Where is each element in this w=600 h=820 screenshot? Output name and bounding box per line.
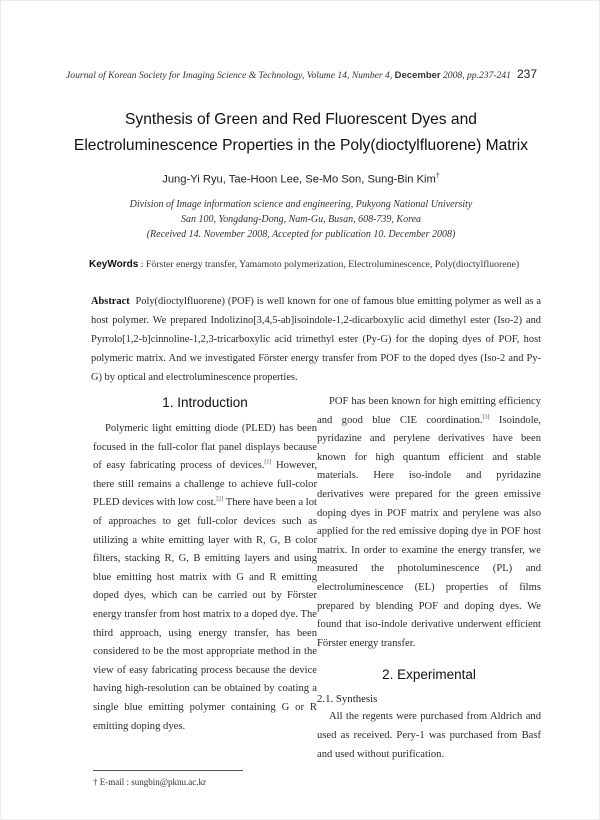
- section-heading-introduction: 1. Introduction: [162, 395, 248, 410]
- footnote: [93, 776, 206, 788]
- abstract-label: Abstract: [91, 296, 130, 307]
- title-line-1: Synthesis of Green and Red Fluorescent Dyes and: [125, 111, 477, 128]
- citation-ref-3[interactable]: [3]: [482, 414, 490, 421]
- intro-p1-text-b: However, there still remains a challenge to achieve full-color PLED devices with low cost.: [93, 460, 317, 509]
- issue-year-pages: 2008, pp.237-241: [440, 70, 511, 81]
- received-accepted-dates: (Received 14. November 2008, Accepted for publication 10. December 2008): [146, 229, 456, 240]
- corresponding-author-mark: †: [435, 173, 440, 180]
- affiliation-block: [41, 197, 561, 242]
- issue-month: December: [394, 70, 441, 81]
- intro-paragraph-1: [93, 420, 317, 736]
- intro-p2-text-b: Isoindole, pyridazine and perylene derivatives have been known for high quantum efficient and stable materials. Here iso-indole and pyridazine derivatives were prepared for the green emissive doping dyes in POF matrix and perylene was also applied for the red emissive doping dye in POF host matrix. In order to examine the energy transfer, we measured the photoluminescence (PL) and electroluminescence (EL) properties of films prepared by blending POF and doping dyes. We found that iso-indole derivative underwent efficient Förster energy transfer.: [317, 414, 541, 649]
- page-number: 237: [516, 67, 537, 81]
- right-column: [317, 393, 541, 764]
- author-list: [41, 169, 561, 188]
- synthesis-paragraph: All the regents were purchased from Aldrich and used as received. Pery-1 was purchased from Basf and used without purification.: [317, 711, 541, 760]
- intro-p1-text-a: Polymeric light emitting diode (PLED) has been focused in the full-color flat panel displays because of easy fabricating process of devices.: [93, 423, 317, 472]
- intro-p2-text-a: POF has been known for high emitting efficiency and good blue CIE coordination.: [317, 396, 541, 426]
- author-names: Jung-Yi Ryu, Tae-Hoon Lee, Se-Mo Son, Sung-Bin Kim: [162, 173, 436, 186]
- abstract: [91, 292, 541, 387]
- address-line: San 100, Yongdang-Dong, Nam-Gu, Busan, 608-739, Korea: [180, 214, 422, 225]
- citation-ref-1[interactable]: [1]: [264, 459, 272, 466]
- corresponding-email: E-mail : sungbin@pknu.ac.kr: [97, 777, 207, 787]
- keywords-text: Förster energy transfer, Yamamoto polymerization, Electroluminescence, Poly(dioctylfluorene): [145, 259, 520, 270]
- running-header: [66, 67, 537, 83]
- abstract-text: Poly(dioctylfluorene) (POF) is well known for one of famous blue emitting polymer as well as a host polymer. We prepared Indolizino[3,4,5-ab]isoindole-1,2-dicarboxylic acid dimethyl ester (Iso-2) and Pyrrolo[1,2-b]cinnoline-1,2,3-tricarboxylic acid trimethyl ester (Py-G) for the doping dyes of POF, host polymeric matrix. And we investigated Förster energy transfer from POF to the doped dyes (Iso-2 and Py-G) by optical and electroluminescence properties.: [91, 296, 541, 383]
- section-heading-experimental: 2. Experimental: [382, 667, 476, 683]
- title-line-2: Electroluminescence Properties in the Poly(dioctylfluorene) Matrix: [73, 137, 529, 154]
- paper-title: [31, 107, 571, 159]
- keywords-label: KeyWords: [89, 259, 139, 270]
- keywords: [89, 258, 549, 272]
- subsection-heading-synthesis: 2.1. Synthesis: [317, 693, 378, 706]
- intro-p1-text-c: There have been a lot of approaches to get full-color devices such as utilizing a white emitting layer with R, G, B color filters, stacking R, G, B emitting layers and using blue emitting host matrix with G and R emitting doped dyes, which can be carried out by Förster energy transfer from host matrix to a doped dye. The third approach, using energy transfer, has been considered to be the most appropriate method in the view of easy fabricating process because the device having high-resolution can be obtained by coating a single blue emitting polymer containing G or R emitting doping dyes.: [93, 497, 317, 732]
- keywords-separator: :: [138, 259, 146, 270]
- left-column: [93, 393, 317, 736]
- intro-paragraph-2: [317, 393, 541, 653]
- affiliation-line: Division of Image information science and engineering, Pukyong National University: [129, 199, 473, 210]
- footnote-mark: †: [93, 777, 98, 787]
- journal-citation: Journal of Korean Society for Imaging Science & Technology, Volume 14, Number 4,: [66, 70, 395, 81]
- footnote-divider: [93, 770, 243, 771]
- citation-ref-2[interactable]: [2]: [216, 496, 224, 503]
